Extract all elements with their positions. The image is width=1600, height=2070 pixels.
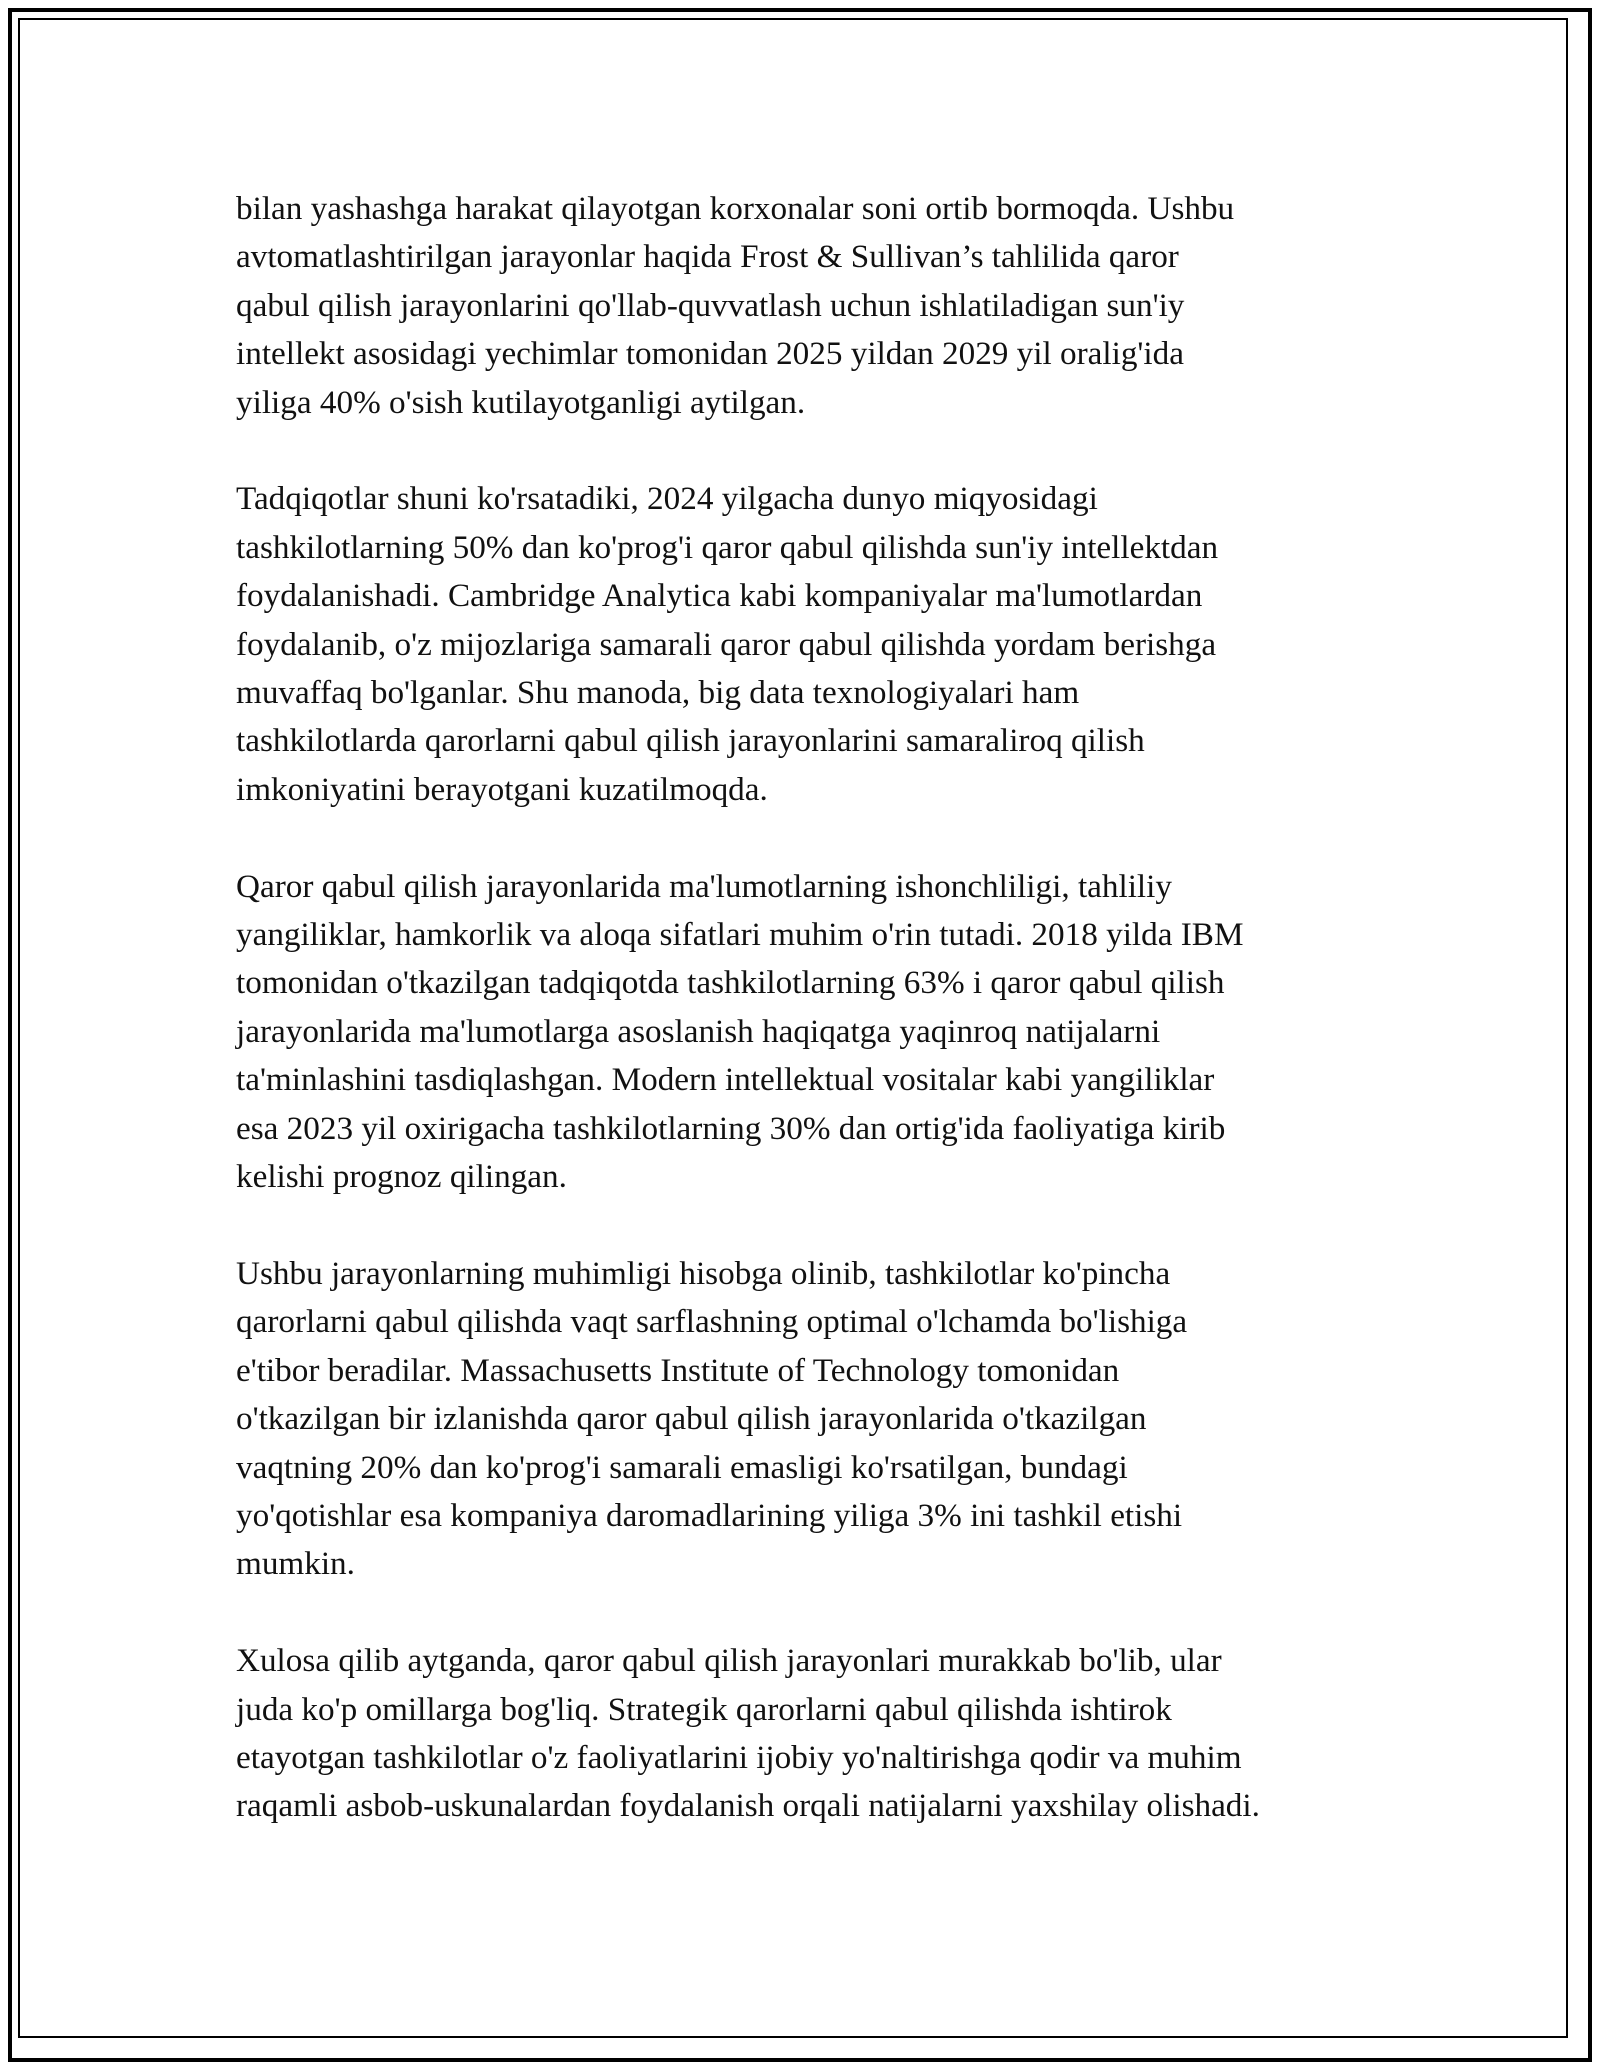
paragraph-2: Tadqiqotlar shuni ko'rsatadiki, 2024 yilgacha dunyo miqyosidagi tashkilotlarning 50% dan ko'prog'i qaror qabul qilishda sun'iy intellektdan foydalanishadi. Cambridge Analytica kabi kompaniyalar ma'lumotlardan foydalanib, o'z mijozlariga samarali qaror qabul qilishda yordam berishga muvaffaq bo'lganlar. Shu manoda, big data texnologiyalari ham tashkilotlarda qarorlarni qabul qilish jarayonlarini samaraliroq qilish imkoniyatini berayotgani kuzatilmoqda. — [236, 480, 1219, 808]
paragraph-5: Xulosa qilib aytganda, qaror qabul qilish jarayonlari murakkab bo'lib, ular juda ko'p omillarga bog'liq. Strategik qarorlarni qabul qilishda ishtirok etayotgan tashkilotlar o'z faoliyatlarini ijobiy yo'naltirishga qodir va muhim raqamli asbob-uskunalardan foydalanish orqali natijalarni yaxshilay olishadi. — [236, 1642, 1260, 1825]
paragraph-4: Ushbu jarayonlarning muhimligi hisobga olinib, tashkilotlar ko'pincha qarorlarni qabul qilishda vaqt sarflashning optimal o'lchamda bo'lishiga e'tibor beradilar. Massachusetts Institute of Technology tomonidan o'tkazilgan bir izlanishda qaror qabul qilish jarayonlarida o'tkazilgan vaqtning 20% dan ko'prog'i samarali emasligi ko'rsatilgan, bundagi yo'qotishlar esa kompaniya daromadlarining yiliga 3% ini tashkil etishi mumkin. — [236, 1254, 1188, 1583]
paragraph-1: bilan yashashga harakat qilayotgan korxonalar soni ortib bormoqda. Ushbu avtomatlashtirilgan jarayonlar haqida Frost & Sullivan’s tahlilida qaror qabul qilish jarayonlarini qo'llab-quvvatlash uchun ishlatiladigan sun'iy intellekt asosidagi yechimlar tomonidan 2025 yildan 2029 yil oralig'ida yiliga 40% o'sish kutilayotganligi aytilgan. — [236, 190, 1235, 421]
document-body — [236, 185, 1376, 1879]
paragraph-3: Qaror qabul qilish jarayonlarida ma'lumotlarning ishonchliligi, tahliliy yangiliklar, hamkorlik va aloqa sifatlari muhim o'rin tutadi. 2018 yilda IBM tomonidan o'tkazilgan tadqiqotda tashkilotlarning 63% i qaror qabul qilish jarayonlarida ma'lumotlarga asoslanish haqiqatga yaqinroq natijalarni ta'minlashini tasdiqlashgan. Modern intellektual vositalar kabi yangiliklar esa 2023 yil oxirigacha tashkilotlarning 30% dan ortig'ida faoliyatiga kirib kelishi prognoz qilingan. — [236, 867, 1244, 1196]
